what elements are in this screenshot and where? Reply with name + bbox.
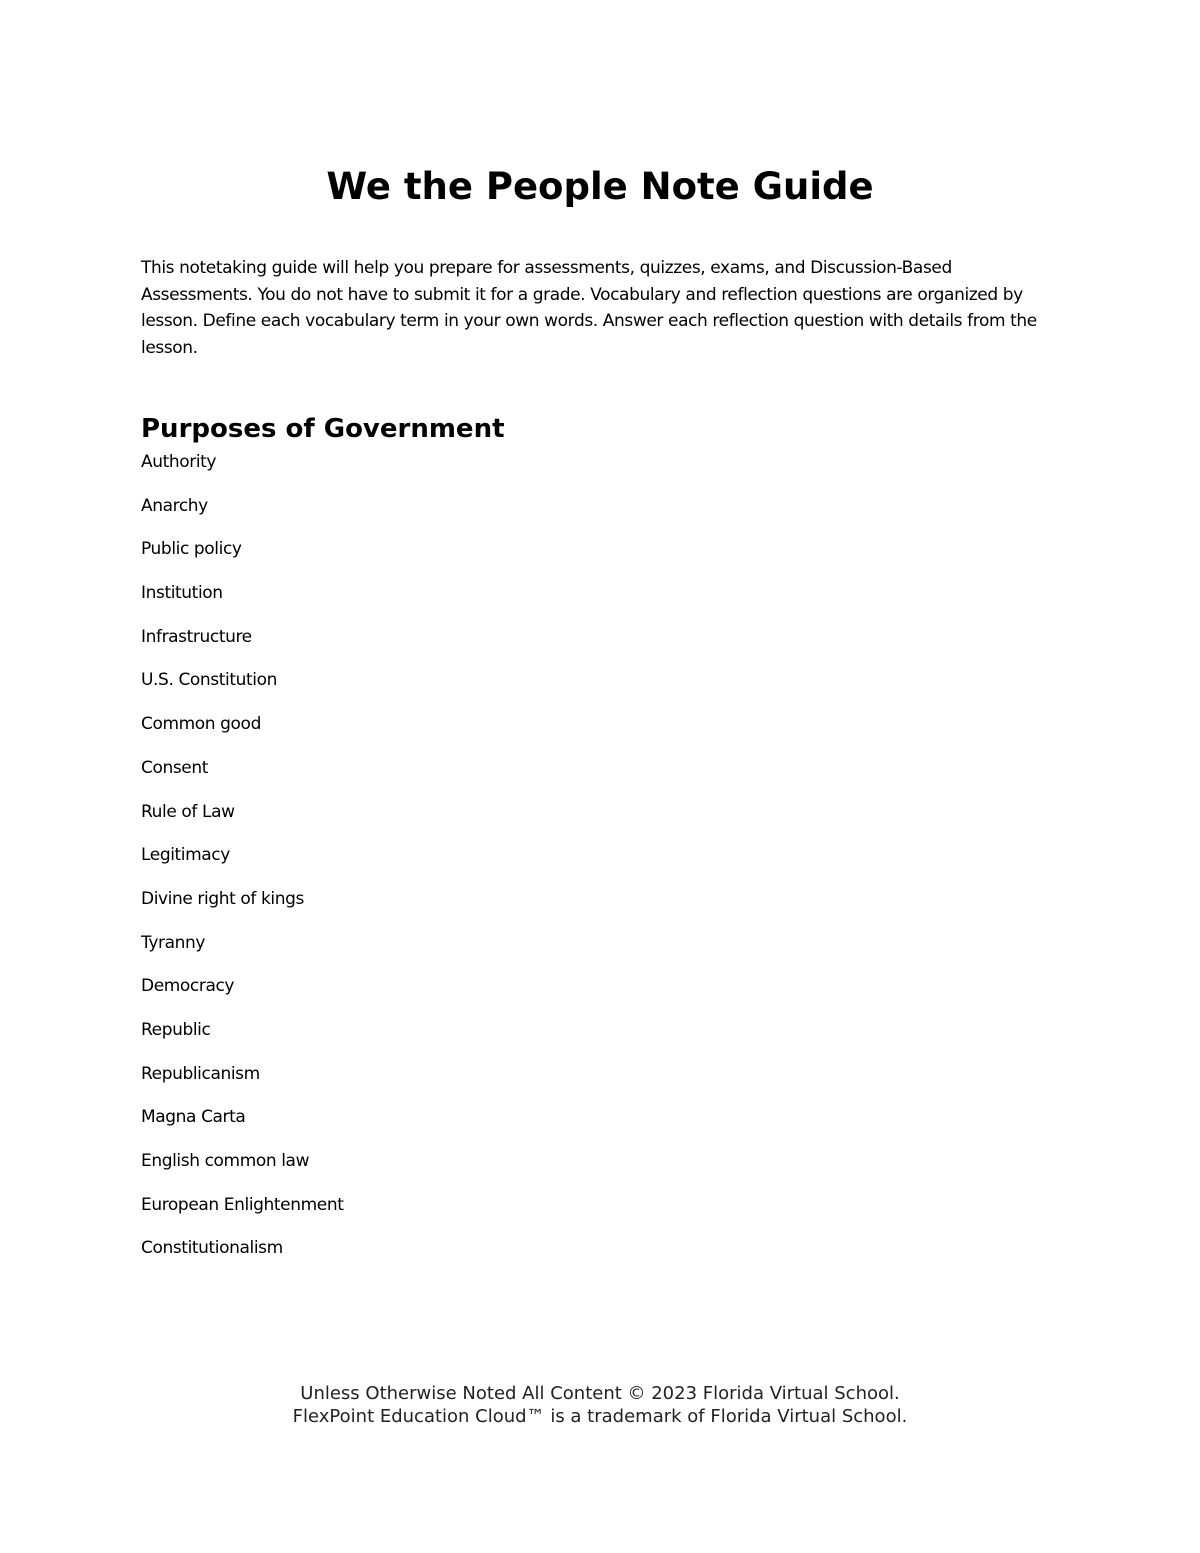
vocab-term-public-policy: Public policy <box>141 539 242 560</box>
vocab-term-rule-of-law: Rule of Law <box>141 801 235 822</box>
vocab-term-english-common-law: English common law <box>141 1151 310 1171</box>
vocab-term-infrastructure: Infrastructure <box>141 626 252 647</box>
vocab-term-divine-right-of-kings: Divine right of kings <box>141 888 304 909</box>
section-heading: Purposes of Government <box>141 414 505 444</box>
vocab-term-constitutionalism: Constitutionalism <box>141 1238 283 1259</box>
copyright-line: Unless Otherwise Noted All Content © 2023 Florida Virtual School. <box>300 1383 900 1404</box>
intro-paragraph: This notetaking guide will help you prepare for assessments, quizzes, exams, and Discussion-Based Assessments. You do not have to submit it for a grade. Vocabulary and reflection questions are organized by lesson. Define each vocabulary term in your own words. Answer each reflection question with details from the lesson. <box>141 258 1037 358</box>
vocab-term-european-enlightenment: European Enlightenment <box>141 1194 344 1215</box>
vocab-term-authority: Authority <box>141 452 217 472</box>
vocab-term-tyranny: Tyranny <box>141 932 206 953</box>
trademark-line: FlexPoint Education Cloud™ is a trademark of Florida Virtual School. <box>292 1406 908 1427</box>
copyright-footer <box>0 1382 1200 1428</box>
vocab-term-legitimacy: Legitimacy <box>141 845 230 866</box>
vocab-term-magna-carta: Magna Carta <box>141 1107 246 1128</box>
vocab-term-anarchy: Anarchy <box>141 495 208 516</box>
vocab-term-consent: Consent <box>141 757 209 778</box>
vocabulary-list <box>141 448 343 1278</box>
vocab-term-common-good: Common good <box>141 714 261 735</box>
vocab-term-democracy: Democracy <box>141 976 235 997</box>
vocab-term-republic: Republic <box>141 1019 211 1040</box>
vocab-term-republicanism: Republicanism <box>141 1063 260 1084</box>
vocab-term-us-constitution: U.S. Constitution <box>141 670 277 691</box>
vocab-term-institution: Institution <box>141 583 223 604</box>
page-title: We the People Note Guide <box>326 165 874 208</box>
